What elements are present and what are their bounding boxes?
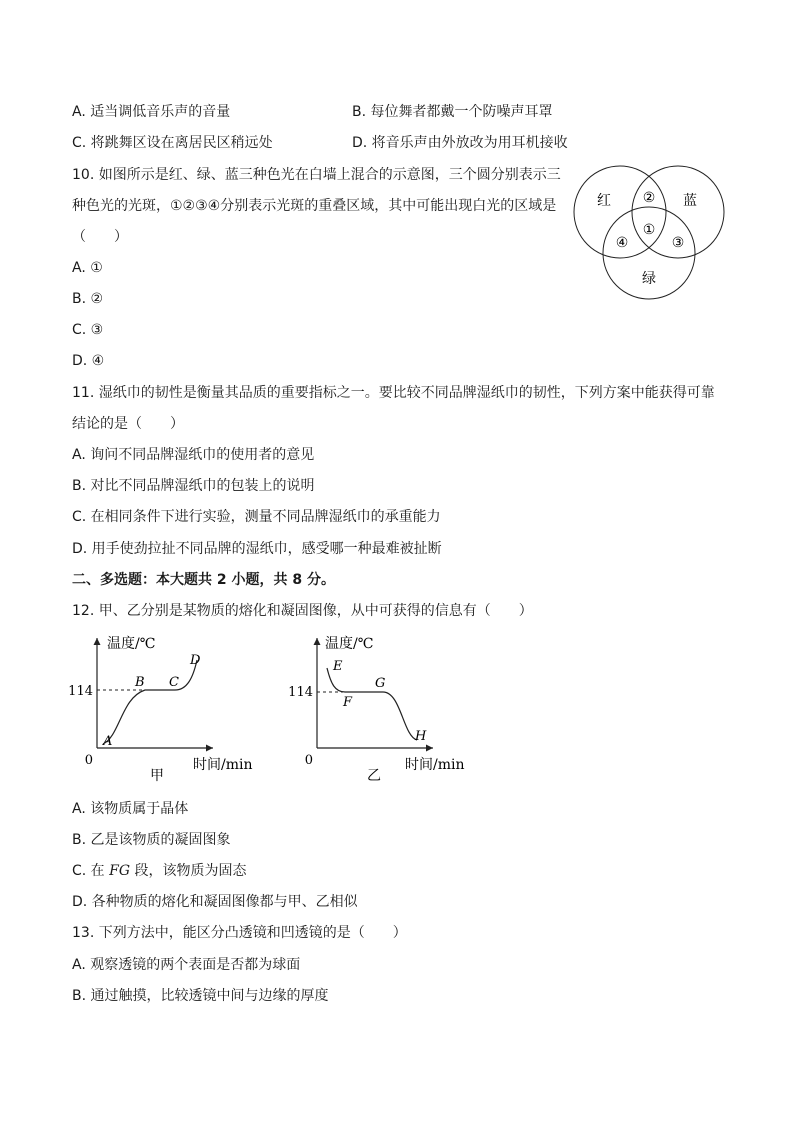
jia-origin-label: 0: [84, 753, 93, 768]
q10-stem-line3: （ ）: [72, 229, 128, 245]
jia-point-c: C: [169, 675, 179, 690]
q12-option-c-suffix: 段，该物质为固态: [130, 863, 247, 879]
yi-point-h: H: [415, 729, 427, 744]
q12-option-a: A. 该物质属于晶体: [72, 801, 189, 817]
region-3-label: ③: [671, 235, 685, 251]
q13-option-a: A. 观察透镜的两个表面是否都为球面: [72, 957, 301, 973]
jia-x-label: 时间/min: [193, 757, 253, 773]
yi-curve: [327, 668, 417, 740]
q9-option-d: D. 将音乐声由外放改为用耳机接收: [352, 135, 568, 151]
q9-option-a: A. 适当调低音乐声的音量: [72, 104, 231, 120]
jia-caption: 甲: [150, 768, 164, 784]
yi-point-e: E: [333, 659, 343, 674]
region-1-label: ①: [642, 222, 656, 238]
jia-point-a: A: [103, 734, 113, 749]
jia-point-d: D: [190, 653, 201, 668]
q12-option-d: D. 各种物质的熔化和凝固图像都与甲、乙相似: [72, 894, 358, 910]
q11-option-c: C. 在相同条件下进行实验，测量不同品牌湿纸巾的承重能力: [72, 509, 441, 525]
jia-curve: [103, 660, 197, 744]
green-label: 绿: [642, 271, 656, 287]
red-label: 红: [597, 193, 611, 209]
yi-tick-114: 114: [288, 685, 313, 700]
q10-option-a: A. ①: [72, 260, 103, 276]
q11-option-d: D. 用手使劲拉扯不同品牌的湿纸巾，感受哪一种最难被扯断: [72, 541, 442, 557]
yi-x-label: 时间/min: [405, 757, 465, 773]
q12-option-b: B. 乙是该物质的凝固图象: [72, 832, 231, 848]
q12-stem: 12. 甲、乙分别是某物质的熔化和凝固图像，从中可获得的信息有（ ）: [72, 603, 533, 619]
q10-option-b: B. ②: [72, 291, 104, 307]
yi-caption: 乙: [367, 768, 381, 784]
q13-option-b: B. 通过触摸，比较透镜中间与边缘的厚度: [72, 988, 329, 1004]
rgb-venn-figure: [570, 160, 730, 305]
q11-option-a: A. 询问不同品牌湿纸巾的使用者的意见: [72, 447, 315, 463]
yi-point-g: G: [375, 676, 386, 691]
jia-y-label: 温度/℃: [107, 636, 156, 652]
q12-option-c: [72, 861, 247, 881]
region-4-label: ④: [615, 235, 629, 251]
q10-stem-line2: 种色光的光斑，①②③④分别表示光斑的重叠区域，其中可能出现白光的区域是: [72, 198, 557, 214]
yi-y-label: 温度/℃: [325, 636, 374, 652]
yi-origin-label: 0: [304, 753, 313, 768]
yi-point-f: F: [343, 695, 353, 710]
region-2-label: ②: [642, 190, 656, 206]
q9-option-b: B. 每位舞者都戴一个防噪声耳罩: [352, 104, 553, 120]
melting-graph-jia: [65, 628, 275, 788]
q9-option-c: C. 将跳舞区设在离居民区稍远处: [72, 135, 273, 151]
q11-stem-line1: 11. 湿纸巾的韧性是衡量其品质的重要指标之一。要比较不同品牌湿纸巾的韧性，下列方案中能获得可靠: [72, 385, 715, 401]
q11-stem-line2: 结论的是（ ）: [72, 416, 184, 432]
q12-option-c-segment: FG: [109, 863, 131, 879]
q10-stem-line1: 10. 如图所示是红、绿、蓝三种色光在白墙上混合的示意图，三个圆分别表示三: [72, 167, 561, 183]
jia-tick-114: 114: [68, 684, 93, 699]
q12-option-c-prefix: C. 在: [72, 863, 110, 879]
q13-stem: 13. 下列方法中，能区分凸透镜和凹透镜的是（ ）: [72, 925, 407, 941]
q11-option-b: B. 对比不同品牌湿纸巾的包装上的说明: [72, 478, 315, 494]
jia-point-b: B: [135, 675, 145, 690]
solidification-graph-yi: [283, 628, 483, 788]
blue-label: 蓝: [683, 193, 697, 209]
q10-option-c: C. ③: [72, 322, 104, 338]
section-heading-multiple-choice: 二、多选题：本大题共 2 小题，共 8 分。: [72, 572, 335, 588]
q10-option-d: D. ④: [72, 353, 105, 369]
